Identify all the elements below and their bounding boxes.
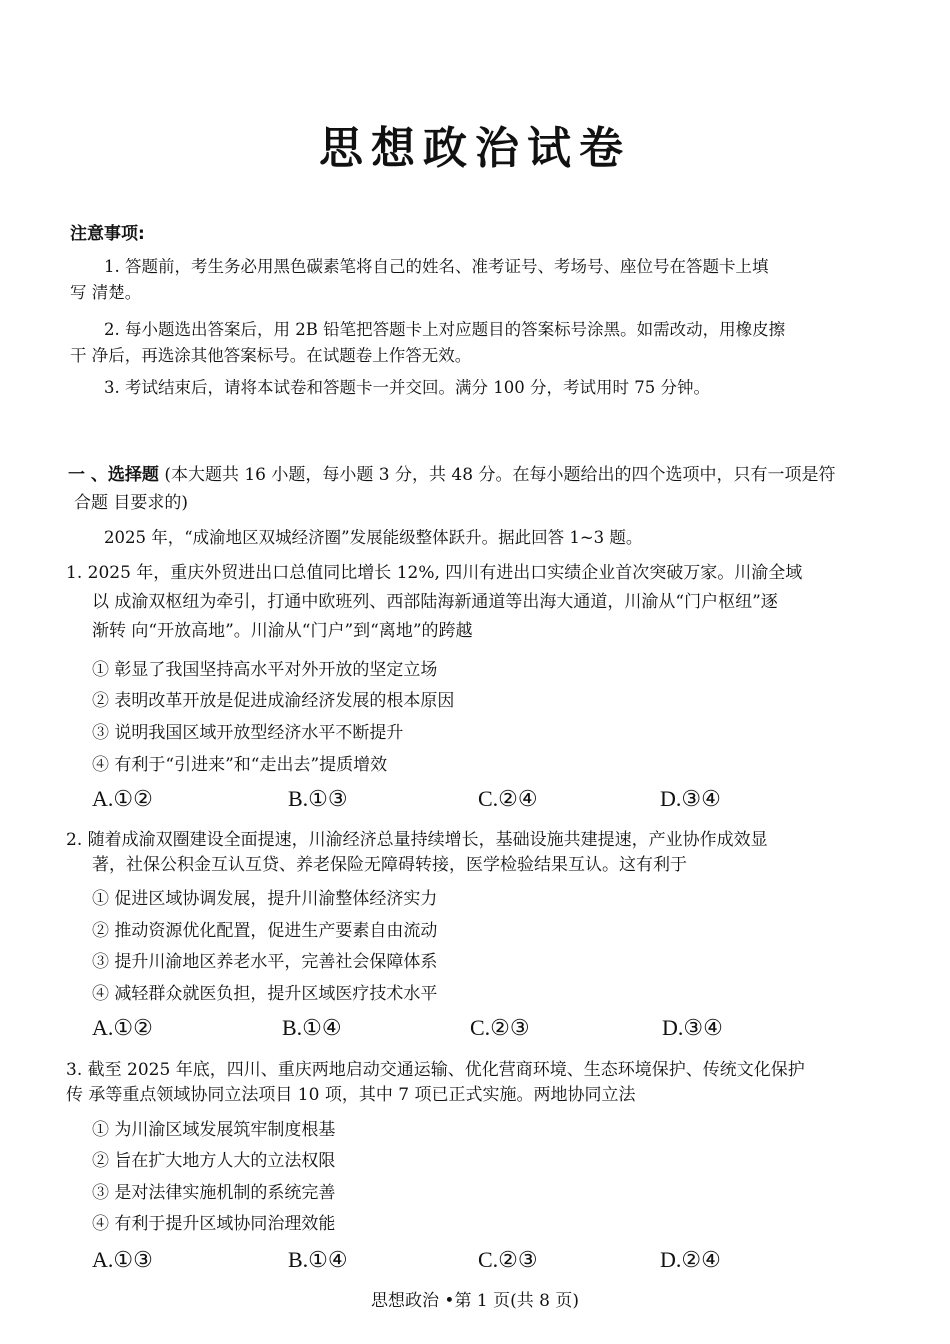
question-2-statement-1: ① 促进区域协调发展，提升川渝整体经济实力 [92,889,438,909]
question-1-stem-line2: 以 成渝双枢纽为牵引，打通中欧班列、西部陆海新通道等出海大通道，川渝从“门户枢纽”逐 [92,592,778,612]
question-2-stem-line1: 2. 随着成渝双圈建设全面提速，川渝经济总量持续增长，基础设施共建提速，产业协作成效显 [66,830,768,850]
question-3-answer-b[interactable]: B.①④ [288,1247,348,1272]
notice-item-3-line1: 3. 考试结束后，请将本试卷和答题卡一并交回。满分 100 分，考试用时 75 分钟。 [104,378,710,397]
question-2-answer-a[interactable]: A.①② [92,1015,153,1040]
question-2-answer-b[interactable]: B.①④ [282,1015,342,1040]
question-2-answer-c[interactable]: C.②③ [470,1015,530,1040]
question-3-statement-4: ④ 有利于提升区域协同治理效能 [92,1214,336,1234]
section-description-cont: 合题 目要求的) [74,493,189,513]
question-2-answer-d[interactable]: D.③④ [662,1015,723,1040]
question-3-answer-c[interactable]: C.②③ [478,1247,538,1272]
question-2-statement-2: ② 推动资源优化配置，促进生产要素自由流动 [92,921,438,941]
question-3-statement-3: ③ 是对法律实施机制的系统完善 [92,1183,336,1203]
section-name: 选择题 [107,465,159,485]
section-header [68,460,835,485]
question-1-answer-c[interactable]: C.②④ [478,786,538,811]
question-1-statement-3: ③ 说明我国区域开放型经济水平不断提升 [92,723,404,743]
material-intro: 2025 年，“成渝地区双城经济圈”发展能级整体跃升。据此回答 1~3 题。 [104,528,643,547]
question-1-statement-1: ① 彰显了我国坚持高水平对外开放的坚定立场 [92,660,438,680]
question-1-answer-a[interactable]: A.①② [92,786,153,811]
question-1-answer-d[interactable]: D.③④ [660,786,721,811]
notice-item-1-line1: 1. 答题前，考生务必用黑色碳素笔将自己的姓名、准考证号、考场号、座位号在答题卡上填 [104,257,769,276]
question-1-stem-line1: 1. 2025 年，重庆外贸进出口总值同比增长 12%, 四川有进出口实绩企业首次突破万家。川渝全域 [66,563,803,583]
notice-item-2-line2: 干 净后，再选涂其他答案标号。在试题卷上作答无效。 [70,346,472,365]
page-title: 思想政治试卷 [319,123,631,174]
question-2-statement-3: ③ 提升川渝地区养老水平，完善社会保障体系 [92,952,438,972]
notice-item-2-line1: 2. 每小题选出答案后，用 2B 铅笔把答题卡上对应题目的答案标号涂黑。如需改动，用橡皮擦 [104,320,786,339]
question-3-answer-a[interactable]: A.①③ [92,1247,153,1272]
section-number: 一 、 [68,465,108,485]
question-1-answer-b[interactable]: B.①③ [288,786,348,811]
question-3-stem-line2: 传 承等重点领域协同立法项目 10 项，其中 7 项已正式实施。两地协同立法 [66,1085,636,1105]
question-2-statement-4: ④ 减轻群众就医负担，提升区域医疗技术水平 [92,984,438,1004]
question-3-statement-1: ① 为川渝区域发展筑牢制度根基 [92,1120,336,1140]
question-3-stem-line1: 3. 截至 2025 年底，四川、重庆两地启动交通运输、优化营商环境、生态环境保护、传统文化保护 [66,1060,805,1080]
question-1-statement-4: ④ 有利于“引进来”和“走出去”提质增效 [92,755,388,775]
question-3-statement-2: ② 旨在扩大地方人大的立法权限 [92,1151,336,1171]
notice-heading: 注意事项: [70,224,145,244]
section-description: (本大题共 16 小题，每小题 3 分，共 48 分。在每小题给出的四个选项中，只有一项是符 [164,465,836,485]
question-1-stem-line3: 渐转 向“开放高地”。川渝从“门户”到“离地”的跨越 [92,621,473,641]
page-footer: 思想政治 •第 1 页(共 8 页) [371,1291,579,1311]
question-3-answer-d[interactable]: D.②④ [660,1247,721,1272]
question-1-statement-2: ② 表明改革开放是促进成渝经济发展的根本原因 [92,691,455,711]
question-2-stem-line2: 著，社保公积金互认互贷、养老保险无障碍转接，医学检验结果互认。这有利于 [92,855,687,875]
notice-item-1-line2: 写 清楚。 [70,283,142,302]
